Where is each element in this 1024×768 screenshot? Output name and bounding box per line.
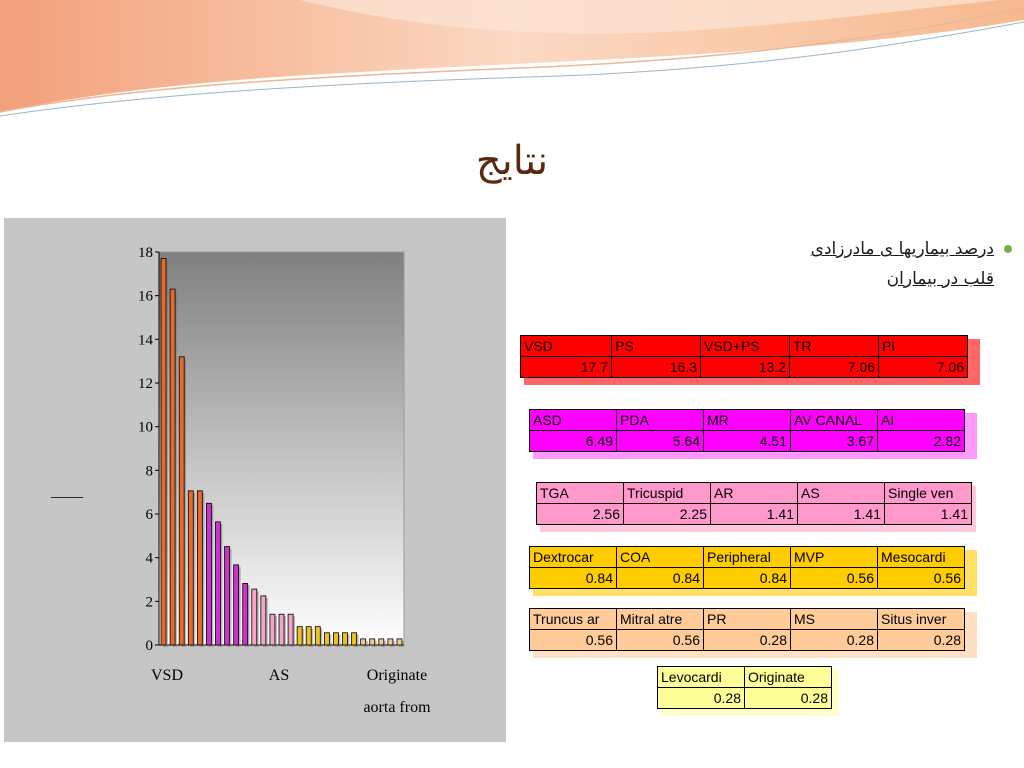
bar bbox=[179, 357, 184, 645]
table-value-cell: 7.06 bbox=[790, 357, 879, 378]
table-header-cell: TGA bbox=[537, 483, 624, 504]
x-category-label: aorta from bbox=[363, 699, 431, 716]
bar bbox=[206, 503, 211, 645]
y-tick-label: 18 bbox=[138, 245, 153, 261]
data-table-2 bbox=[529, 409, 965, 452]
table-header-cell: Levocardi bbox=[658, 667, 745, 688]
bar bbox=[352, 633, 357, 645]
table-value-cell: 0.56 bbox=[617, 630, 704, 651]
table-header-cell: AR bbox=[711, 483, 798, 504]
y-tick-label: 14 bbox=[138, 332, 153, 349]
bar bbox=[306, 627, 311, 645]
bar bbox=[215, 522, 220, 645]
table-header-cell: Single ven bbox=[885, 483, 972, 504]
table-value-cell: 7.06 bbox=[879, 357, 968, 378]
table-header-cell: COA bbox=[617, 547, 704, 568]
table-value-cell: 1.41 bbox=[798, 504, 885, 525]
bar bbox=[379, 639, 384, 645]
data-table-1 bbox=[520, 335, 968, 378]
table-value-cell: 17.7 bbox=[521, 357, 612, 378]
table-header-cell: TR bbox=[790, 336, 879, 357]
table-value-cell: 16.3 bbox=[612, 357, 701, 378]
bar bbox=[361, 639, 366, 645]
table-header-cell: Truncus ar bbox=[530, 609, 617, 630]
y-tick-label: 0 bbox=[145, 638, 153, 654]
table-value-cell: 5.64 bbox=[617, 431, 704, 452]
table-header-cell: MS bbox=[791, 609, 878, 630]
bullet-line-2: قلب در بیماران bbox=[886, 269, 994, 289]
table-header-cell: AS bbox=[798, 483, 885, 504]
table-header-cell: Situs inver bbox=[878, 609, 965, 630]
table-header-cell: PI bbox=[879, 336, 968, 357]
table-header-cell: AI bbox=[878, 410, 965, 431]
table-value-cell: 0.56 bbox=[530, 630, 617, 651]
table-value-cell: 3.67 bbox=[791, 431, 878, 452]
table-header-cell: MR bbox=[704, 410, 791, 431]
bar bbox=[243, 583, 248, 645]
y-tick-label: 12 bbox=[138, 376, 153, 392]
table-value-cell: 0.84 bbox=[530, 568, 617, 589]
table-header-cell: PS bbox=[612, 336, 701, 357]
table-value-cell: 2.25 bbox=[624, 504, 711, 525]
table-header-cell: PDA bbox=[617, 410, 704, 431]
y-tick-label: 2 bbox=[145, 594, 153, 611]
bar bbox=[288, 614, 293, 645]
table-value-cell: 13.2 bbox=[701, 357, 790, 378]
bullet-line-1: درصد بیماریها ی مادرزادی bbox=[810, 239, 994, 259]
table-header-cell: Mesocardi bbox=[878, 547, 965, 568]
table-header-cell: PR bbox=[704, 609, 791, 630]
bar bbox=[388, 639, 393, 645]
y-tick-label: 8 bbox=[145, 463, 153, 480]
plot-area bbox=[159, 252, 404, 645]
bar bbox=[324, 633, 329, 645]
header-banner bbox=[0, 0, 1024, 120]
data-table-5 bbox=[529, 608, 965, 651]
bar bbox=[170, 289, 175, 645]
y-tick-label: 6 bbox=[145, 507, 153, 523]
table-value-cell: 0.56 bbox=[878, 568, 965, 589]
slide-title: نتایج bbox=[475, 138, 549, 184]
table-value-cell: 0.84 bbox=[704, 568, 791, 589]
chart-panel bbox=[4, 218, 506, 742]
bar-chart bbox=[4, 218, 506, 742]
table-header-cell: AV CANAL bbox=[791, 410, 878, 431]
table-value-cell: 0.28 bbox=[704, 630, 791, 651]
table-value-cell: 0.28 bbox=[791, 630, 878, 651]
table-header-cell: Peripheral bbox=[704, 547, 791, 568]
bar bbox=[225, 547, 230, 645]
table-value-cell: 2.82 bbox=[878, 431, 965, 452]
table-value-cell: 6.49 bbox=[530, 431, 617, 452]
table-value-cell: 0.84 bbox=[617, 568, 704, 589]
bar bbox=[397, 639, 402, 645]
x-category-label: Originate bbox=[366, 667, 428, 684]
bar bbox=[261, 596, 266, 645]
table-value-cell: 0.28 bbox=[658, 688, 745, 709]
table-header-cell: Tricuspid bbox=[624, 483, 711, 504]
table-header-cell: Originate bbox=[745, 667, 832, 688]
y-tick-label: 10 bbox=[138, 419, 153, 436]
bar bbox=[252, 589, 257, 645]
table-value-cell: 0.56 bbox=[791, 568, 878, 589]
bar bbox=[315, 627, 320, 645]
y-tick-label: 4 bbox=[145, 550, 153, 567]
table-value-cell: 0.28 bbox=[878, 630, 965, 651]
bar bbox=[370, 639, 375, 645]
table-header-cell: MVP bbox=[791, 547, 878, 568]
x-category-label: VSD bbox=[150, 667, 184, 684]
bullet-dot-icon bbox=[1004, 245, 1012, 253]
y-tick-label: 16 bbox=[138, 288, 153, 305]
table-value-cell: 4.51 bbox=[704, 431, 791, 452]
table-value-cell: 1.41 bbox=[711, 504, 798, 525]
table-header-cell: Mitral atre bbox=[617, 609, 704, 630]
bar bbox=[270, 614, 275, 645]
table-value-cell: 1.41 bbox=[885, 504, 972, 525]
bar bbox=[279, 614, 284, 645]
table-value-cell: 0.28 bbox=[745, 688, 832, 709]
table-header-cell: VSD+PS bbox=[701, 336, 790, 357]
bar bbox=[333, 633, 338, 645]
data-table-6 bbox=[657, 666, 832, 709]
data-table-3 bbox=[536, 482, 972, 525]
table-header-cell: ASD bbox=[530, 410, 617, 431]
bar bbox=[234, 565, 239, 645]
bar bbox=[343, 633, 348, 645]
data-table-4 bbox=[529, 546, 965, 589]
table-header-cell: VSD bbox=[521, 336, 612, 357]
bar bbox=[161, 259, 166, 645]
bar bbox=[297, 627, 302, 645]
legend-mark: ____ bbox=[51, 483, 83, 500]
table-header-cell: Dextrocar bbox=[530, 547, 617, 568]
table-value-cell: 2.56 bbox=[537, 504, 624, 525]
bar bbox=[188, 491, 193, 645]
x-category-label: AS bbox=[268, 667, 290, 684]
bullet-text-block bbox=[664, 234, 994, 294]
bar bbox=[197, 491, 202, 645]
